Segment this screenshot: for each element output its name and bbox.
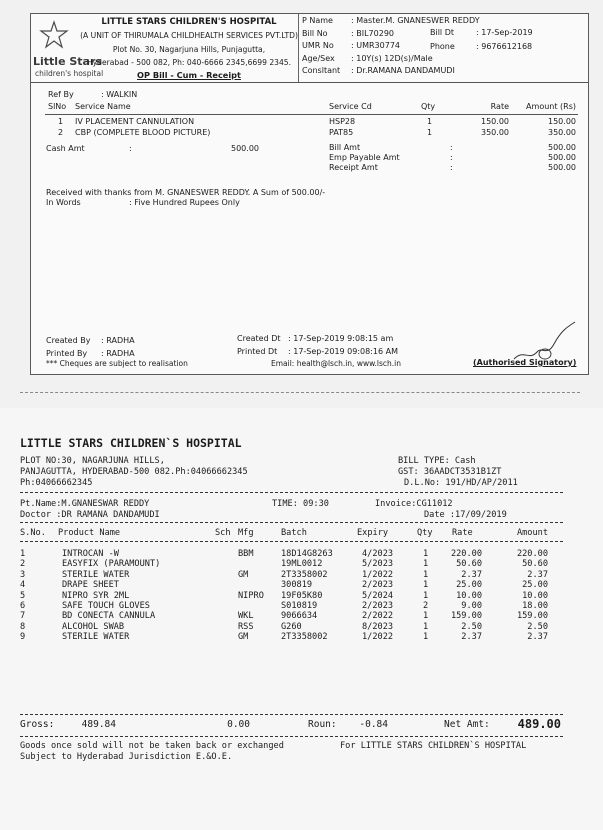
col-amount: Amount (Rs)	[526, 102, 576, 111]
product-expiry: 8/2023	[362, 621, 394, 632]
product-rate: 10.00	[456, 590, 482, 601]
bill-date-value: : 17-Sep-2019	[476, 28, 533, 37]
total-colon: :	[450, 153, 453, 162]
op-bill-receipt	[30, 13, 589, 375]
service-rate: 150.00	[481, 117, 509, 126]
product-rate: 50.60	[456, 559, 482, 570]
product-name: DRAPE SHEET	[62, 580, 119, 591]
product-sno: 7	[20, 611, 26, 622]
cheque-note: *** Cheques are subject to realisation	[46, 359, 188, 368]
col-expiry: Expiry	[357, 528, 389, 538]
service-code: PAT85	[329, 128, 354, 137]
logo-subtext: children's hospital	[35, 69, 104, 78]
product-sno: 2	[20, 559, 26, 570]
product-qty: 1	[423, 569, 429, 580]
cash-amt-value: 500.00	[231, 144, 259, 153]
product-qty: 2	[423, 601, 429, 611]
product-amount: 25.00	[522, 580, 548, 591]
gross-label: Gross:	[20, 719, 55, 730]
service-amount: 350.00	[548, 128, 576, 137]
product-expiry: 2/2022	[362, 611, 394, 622]
product-expiry: 1/2022	[362, 569, 394, 580]
patient-field-value: : Master.M. GNANESWER REDDY	[351, 16, 480, 25]
product-amount: 2.37	[527, 632, 548, 643]
product-name: BD CONECTA CANNULA	[62, 611, 156, 622]
hospital-address-1: Plot No. 30, Nagarjuna Hills, Punjagutta,	[112, 45, 266, 54]
col-amount: Amount	[516, 528, 548, 538]
product-sno: 5	[20, 590, 26, 601]
col-batch: Batch	[281, 528, 307, 538]
product-expiry: 4/2023	[362, 549, 394, 559]
contact-email: Email: health@lsch.in, www.lsch.in	[271, 359, 402, 368]
product-qty: 1	[423, 549, 429, 559]
product-expiry: 5/2024	[362, 590, 394, 601]
col-sch: Sch	[215, 528, 231, 538]
service-name: IV PLACEMENT CANNULATION	[75, 117, 195, 126]
product-name: EASYFIX (PARAMOUNT)	[62, 559, 161, 570]
net-amount-label: Net Amt:	[444, 719, 490, 730]
product-batch: 2T3358002	[281, 632, 328, 643]
authorised-signatory: (Authorised Signatory)	[473, 358, 577, 367]
product-mfg: BBM	[238, 549, 254, 559]
col-qty: Qty	[417, 528, 433, 538]
total-label: Emp Payable Amt	[329, 153, 400, 162]
pharmacy-address-1: PLOT NO:30, NAGARJUNA HILLS,	[20, 456, 165, 466]
product-sno: 6	[20, 601, 26, 611]
product-name: STERILE WATER	[62, 569, 130, 580]
product-mfg: NIPRO	[238, 590, 264, 601]
product-expiry: 2/2023	[362, 580, 394, 591]
gst-number: GST: 36AADCT3531B1ZT	[398, 467, 502, 477]
footer-note-1: Goods once sold will not be taken back or exchanged	[20, 741, 284, 751]
service-amount: 150.00	[548, 117, 576, 126]
product-batch: 2T3358002	[281, 569, 328, 580]
logo-text: Little Stars	[33, 55, 102, 68]
product-batch: 18D14G8263	[281, 549, 333, 559]
product-rate: 9.00	[461, 601, 482, 611]
col-service-code: Service Cd	[329, 102, 372, 111]
total-label: Receipt Amt	[329, 163, 378, 172]
printed-dt-label: Printed Dt	[237, 347, 278, 356]
product-batch: S010819	[281, 601, 318, 611]
patient-field-value: : Dr.RAMANA DANDAMUDI	[351, 66, 455, 75]
ref-by-label: Ref By	[48, 90, 74, 99]
product-amount: 220.00	[516, 549, 548, 559]
star-logo-icon	[39, 20, 69, 50]
col-rate: Rate	[452, 528, 473, 538]
net-amount-value: 489.00	[517, 717, 561, 731]
product-qty: 1	[423, 621, 429, 632]
product-batch: 9066634	[281, 611, 318, 622]
in-words-value: : Five Hundred Rupees Only	[129, 198, 240, 207]
phone-label: Phone	[430, 42, 455, 51]
patient-field-label: Consltant	[302, 66, 341, 75]
total-value: 500.00	[548, 153, 576, 162]
product-batch: 300819	[281, 580, 313, 591]
cash-amt-label: Cash Amt	[46, 144, 85, 153]
total-value: 500.00	[548, 143, 576, 152]
round-label: Roun:	[308, 719, 337, 730]
product-qty: 1	[423, 580, 429, 591]
ref-by-value: : WALKIN	[101, 90, 138, 99]
phone-value: : 9676612168	[476, 42, 533, 51]
product-batch: 19ML0012	[281, 559, 323, 570]
patient-name: Pt.Name:M.GNANESWAR REDDY	[20, 499, 150, 509]
product-qty: 1	[423, 632, 429, 643]
product-amount: 2.37	[527, 569, 548, 580]
patient-field-label: P Name	[302, 16, 333, 25]
product-qty: 1	[423, 590, 429, 601]
footer-note-2: Subject to Hyderabad Jurisdiction E.&O.E.	[20, 752, 233, 762]
product-sno: 1	[20, 549, 26, 559]
created-dt-value: : 17-Sep-2019 9:08:15 am	[288, 334, 394, 343]
product-batch: 19F05K80	[281, 590, 323, 601]
discount-value: 0.00	[227, 719, 250, 730]
cash-amt-colon: :	[129, 144, 132, 153]
product-rate: 2.37	[461, 569, 482, 580]
doctor-name: Doctor :DR RAMANA DANDAMUDI	[20, 510, 160, 520]
product-sno: 9	[20, 632, 26, 643]
bill-time: TIME: 09:30	[272, 499, 329, 509]
service-name: CBP (COMPLETE BLOOD PICTURE)	[75, 128, 211, 137]
bill-type: BILL TYPE: Cash	[398, 456, 476, 466]
patient-field-label: UMR No	[302, 41, 334, 50]
product-rate: 220.00	[450, 549, 482, 559]
printed-by-label: Printed By	[46, 349, 88, 358]
printed-dt-value: : 17-Sep-2019 09:08:16 AM	[288, 347, 399, 356]
pharmacy-title: LITTLE STARS CHILDREN`S HOSPITAL	[20, 436, 242, 450]
pharmacy-address-2: PANJAGUTTA, HYDERABAD-500 082.Ph:04066662345	[20, 467, 248, 477]
product-amount: 159.00	[516, 611, 548, 622]
patient-field-value: : BIL70290	[351, 28, 394, 38]
dl-number: D.L.No: 191/HD/AP/2011	[404, 478, 518, 488]
invoice-number: Invoice:CG11012	[375, 499, 453, 509]
product-sno: 8	[20, 621, 26, 632]
product-mfg: WKL	[238, 611, 254, 622]
gross-value: 489.84	[81, 719, 116, 730]
col-product: Product Name	[58, 528, 121, 538]
patient-field-label: Age/Sex	[302, 53, 335, 63]
col-service-name: Service Name	[75, 102, 131, 111]
service-qty: 1	[427, 128, 433, 137]
col-rate: Rate	[490, 102, 509, 111]
product-name: STERILE WATER	[62, 632, 130, 643]
col-mfg: Mfg	[238, 528, 254, 538]
product-amount: 18.00	[522, 601, 548, 611]
created-by-value: : RADHA	[101, 336, 135, 345]
hospital-name: LITTLE STARS CHILDREN'S HOSPITAL	[101, 17, 277, 27]
product-name: INTROCAN -W	[62, 549, 119, 559]
product-sno: 3	[20, 569, 26, 580]
hospital-address-2: Hyderabad - 500 082, Ph: 040-6666 2345,6699 2345.	[86, 58, 292, 67]
service-rate: 350.00	[481, 128, 509, 137]
product-qty: 1	[423, 559, 429, 570]
product-expiry: 2/2023	[362, 601, 394, 611]
invoice-date: Date :17/09/2019	[424, 510, 507, 520]
product-expiry: 1/2022	[362, 632, 394, 643]
product-qty: 1	[423, 611, 429, 622]
printed-by-value: : RADHA	[101, 349, 135, 358]
patient-field-label: Bill No	[302, 28, 328, 38]
total-colon: :	[450, 163, 453, 172]
pharmacy-bill	[0, 408, 603, 830]
product-batch: G260	[281, 621, 302, 632]
pharmacy-address-3: Ph:04066662345	[20, 478, 93, 488]
service-slno: 2	[58, 128, 64, 137]
bill-date-label: Bill Dt	[430, 28, 454, 37]
created-by-label: Created By	[46, 336, 91, 345]
patient-field-value: : 10Y(s) 12D(s)/Male	[351, 53, 433, 63]
total-label: Bill Amt	[329, 143, 361, 152]
product-amount: 2.50	[527, 621, 548, 632]
service-code: HSP28	[329, 117, 356, 126]
col-sno: S.No.	[20, 528, 46, 538]
product-rate: 2.50	[461, 621, 482, 632]
product-mfg: GM	[238, 569, 249, 580]
product-name: NIPRO SYR 2ML	[62, 590, 130, 601]
product-name: ALCOHOL SWAB	[62, 621, 125, 632]
document-title: OP Bill - Cum - Receipt	[137, 70, 241, 80]
product-rate: 2.37	[461, 632, 482, 643]
product-rate: 25.00	[456, 580, 482, 591]
product-sno: 4	[20, 580, 26, 591]
service-slno: 1	[58, 117, 64, 126]
round-value: -0.84	[359, 719, 388, 730]
product-amount: 10.00	[522, 590, 548, 601]
total-colon: :	[450, 143, 453, 152]
product-amount: 50.60	[522, 559, 548, 570]
total-value: 500.00	[548, 163, 576, 172]
hospital-unit: (A UNIT OF THIRUMALA CHILDHEALTH SERVICES PVT.LTD)	[80, 31, 298, 40]
received-text: Received with thanks from M. GNANESWER REDDY. A Sum of 500.00/-	[46, 188, 326, 197]
product-rate: 159.00	[450, 611, 482, 622]
product-name: SAFE TOUCH GLOVES	[62, 601, 150, 611]
in-words-label: In Words	[46, 198, 81, 207]
col-slno: SlNo	[48, 102, 67, 111]
product-expiry: 5/2023	[362, 559, 394, 570]
service-qty: 1	[427, 117, 433, 126]
product-mfg: GM	[238, 632, 249, 643]
col-qty: Qty	[421, 102, 436, 111]
patient-field-value: : UMR30774	[351, 41, 401, 50]
footer-for-hospital: For LITTLE STARS CHILDREN`S HOSPITAL	[340, 741, 527, 751]
created-dt-label: Created Dt	[237, 334, 281, 343]
product-mfg: RSS	[238, 621, 254, 632]
